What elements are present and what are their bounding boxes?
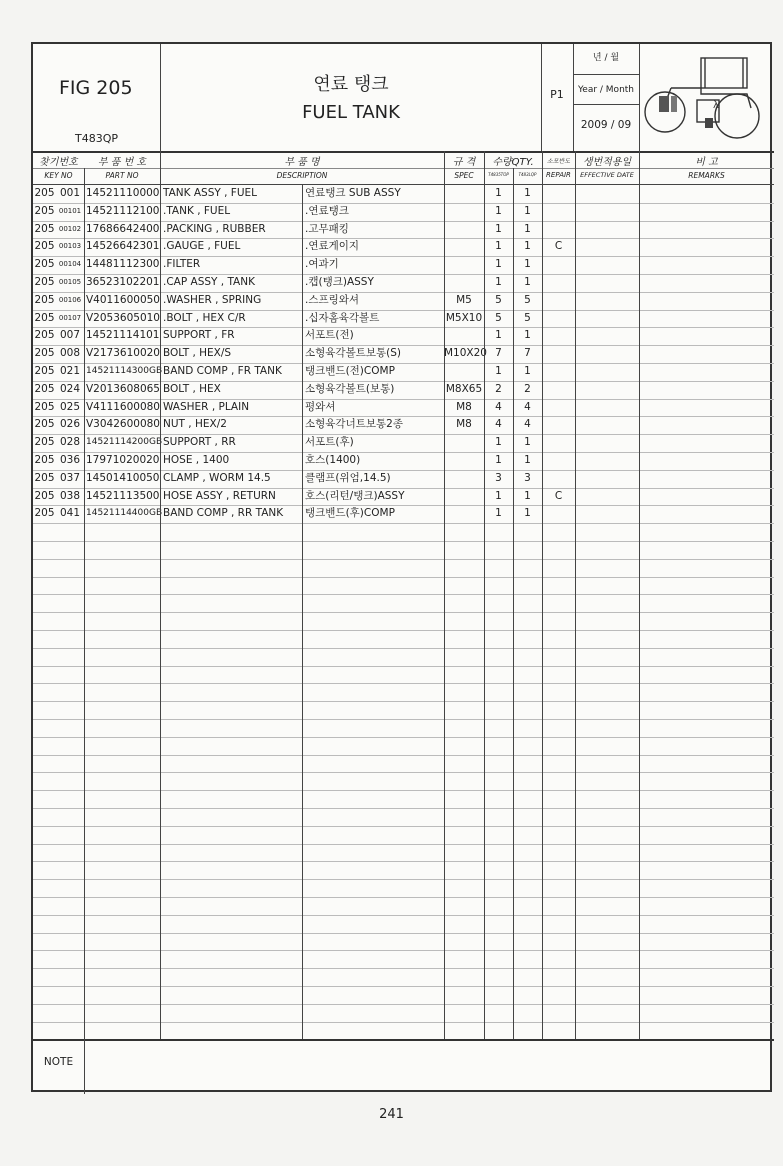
- table-row: [33, 185, 774, 203]
- table-row: [33, 505, 774, 523]
- row-divider: [33, 755, 774, 756]
- cell-desc-kr: .캡(탱크)ASSY: [305, 276, 374, 288]
- cell-key1: 205: [34, 400, 55, 413]
- row-divider: [33, 630, 774, 631]
- cell-q1: 1: [495, 240, 502, 253]
- cell-key2: 001: [59, 187, 81, 199]
- cell-part: 17971020020: [86, 454, 160, 466]
- row-divider: [33, 666, 774, 667]
- cell-desc-en: .WASHER , SPRING: [163, 293, 262, 306]
- vline-desc-split: [302, 185, 303, 1039]
- row-divider: [33, 808, 774, 809]
- table-row: [33, 399, 774, 417]
- cell-key1: 205: [34, 507, 55, 520]
- cell-desc-en: HOSE ASSY , RETURN: [163, 489, 276, 502]
- cell-key2: 008: [59, 347, 81, 360]
- row-divider: [33, 915, 774, 916]
- cell-key1: 205: [34, 471, 55, 484]
- col-part-kr: 부 품 번 호: [97, 157, 147, 168]
- table-row: [33, 238, 774, 256]
- row-divider: [33, 541, 774, 542]
- col-repair-en: REPAIR: [546, 171, 571, 179]
- cell-part: V3042600080: [86, 418, 160, 431]
- cell-desc-en: NUT , HEX/2: [163, 418, 227, 431]
- issue-date: 2009 / 09: [580, 119, 632, 131]
- cell-q2: 1: [524, 454, 531, 466]
- cell-desc-en: BAND COMP , FR TANK: [163, 365, 282, 377]
- cell-spec: M8: [456, 418, 472, 431]
- col-spec-kr: 규 격: [452, 157, 476, 168]
- cell-desc-en: WASHER , PLAIN: [163, 400, 250, 413]
- cell-desc-kr: .고무패킹: [305, 222, 349, 235]
- row-divider: [33, 701, 774, 702]
- col-rem-kr: 비 고: [695, 157, 718, 168]
- cell-desc-en: BOLT , HEX: [163, 382, 221, 395]
- cell-key1: 205: [34, 418, 55, 431]
- cell-desc-kr: 소형육각너트보통2종: [305, 418, 403, 431]
- row-divider: [33, 986, 774, 987]
- cell-q2: 5: [524, 293, 531, 306]
- row-divider: [33, 897, 774, 898]
- cell-key2: 036: [59, 454, 81, 466]
- cell-q1: 1: [495, 365, 502, 377]
- cell-q2: 5: [524, 311, 531, 324]
- row-divider: [33, 612, 774, 613]
- row-divider: [33, 826, 774, 827]
- col-qty-sub2: T483LQP: [518, 172, 537, 177]
- cell-q1: 5: [495, 311, 502, 324]
- cell-key1: 205: [34, 258, 55, 271]
- cell-key1: 205: [34, 489, 55, 502]
- row-divider: [33, 648, 774, 649]
- cell-part: 14501410050: [86, 471, 160, 484]
- cell-part: 14521112100: [86, 204, 160, 217]
- cell-q2: 1: [524, 365, 531, 377]
- col-qty-kr: 수량QTY.: [492, 157, 534, 168]
- cell-key1: 205: [34, 454, 55, 466]
- table-row: [33, 274, 774, 292]
- model-code: T483QP: [75, 132, 119, 145]
- cell-key1: 205: [34, 222, 55, 235]
- cell-desc-en: HOSE , 1400: [163, 454, 230, 466]
- cell-desc-en: .GAUGE , FUEL: [163, 240, 241, 253]
- cell-desc-kr: 탱크밴드(전)COMP: [305, 365, 395, 377]
- vline-rem: [639, 44, 640, 1039]
- cell-key1: 205: [34, 204, 55, 217]
- cell-part: 14521114300GB: [86, 366, 163, 376]
- cell-desc-en: .CAP ASSY , TANK: [163, 276, 255, 288]
- cell-key2: 00107: [58, 313, 82, 322]
- table-row: [33, 470, 774, 488]
- cell-q1: 5: [495, 293, 502, 306]
- cell-desc-kr: 호스(1400): [305, 454, 361, 466]
- cell-q1: 1: [495, 258, 502, 271]
- cell-part: 14521114400GB: [86, 508, 163, 519]
- cell-q1: 2: [495, 382, 502, 395]
- cell-part: 14481112300: [86, 258, 160, 271]
- cell-key1: 205: [34, 187, 55, 199]
- cell-part: V2013608065: [86, 382, 160, 395]
- cell-desc-kr: 평와셔: [305, 400, 336, 413]
- cell-q1: 1: [495, 222, 502, 235]
- cell-key1: 205: [34, 436, 55, 449]
- cell-key1: 205: [34, 293, 55, 306]
- row-divider: [33, 968, 774, 969]
- cell-part: 17686642400: [86, 222, 160, 235]
- row-divider: [33, 737, 774, 738]
- vline-note: [84, 1039, 85, 1094]
- cell-q2: 1: [524, 240, 531, 253]
- cell-spec: M10X20: [444, 347, 487, 360]
- cell-spec: M8X65: [445, 382, 483, 395]
- cell-key2: 00103: [58, 242, 82, 251]
- cell-key2: 007: [59, 329, 81, 342]
- cell-key2: 00101: [58, 206, 82, 215]
- cell-q2: 1: [524, 436, 531, 449]
- column-header-mid: [33, 168, 774, 169]
- cell-key2: 041: [59, 507, 81, 520]
- cell-q1: 4: [495, 418, 502, 431]
- vline-page: [541, 44, 542, 151]
- vline-eff: [575, 151, 576, 1039]
- cell-key2: 021: [59, 365, 81, 377]
- year-month-english: Year / Month: [577, 85, 635, 95]
- cell-q1: 1: [495, 276, 502, 288]
- ym-divider-1: [573, 74, 639, 75]
- table-row: [33, 327, 774, 345]
- cell-key2: 038: [59, 489, 81, 502]
- cell-desc-en: TANK ASSY , FUEL: [163, 187, 258, 199]
- cell-q1: 1: [495, 204, 502, 217]
- cell-q1: 1: [495, 187, 502, 199]
- row-divider: [33, 933, 774, 934]
- col-repair-kr: 소모반도: [546, 158, 571, 165]
- cell-key2: 026: [59, 418, 81, 431]
- cell-q1: 7: [495, 347, 502, 360]
- row-divider: [33, 1004, 774, 1005]
- cell-key2: 028: [59, 436, 81, 449]
- row-divider: [33, 861, 774, 862]
- cell-q2: 1: [524, 187, 531, 199]
- cell-spec: M8: [456, 400, 472, 413]
- cell-part: V4111600080: [86, 400, 160, 413]
- vline-qty: [484, 151, 485, 1039]
- cell-q2: 1: [524, 276, 531, 288]
- table-row: [33, 434, 774, 452]
- table-row: [33, 381, 774, 399]
- cell-desc-en: SUPPORT , RR: [163, 436, 236, 449]
- column-header-divider: [33, 184, 774, 185]
- cell-desc-kr: .연료게이지: [305, 240, 360, 253]
- cell-key2: 037: [59, 471, 81, 484]
- cell-q2: 4: [524, 418, 531, 431]
- year-month-korean: 년 / 월: [592, 53, 620, 63]
- col-key-kr: 찾기번호: [39, 157, 78, 168]
- title-korean: 연료 탱크: [313, 74, 389, 95]
- cell-q1: 3: [495, 471, 502, 484]
- cell-desc-kr: 서포트(전): [305, 329, 354, 342]
- table-row: [33, 203, 774, 221]
- cell-key1: 205: [34, 365, 55, 377]
- cell-key1: 205: [34, 329, 55, 342]
- cell-q2: 2: [524, 382, 531, 395]
- vline-spec: [444, 151, 445, 1039]
- cell-q1: 4: [495, 400, 502, 413]
- cell-key1: 205: [34, 382, 55, 395]
- cell-desc-kr: .스프링와셔: [305, 293, 360, 306]
- cell-q2: 1: [524, 329, 531, 342]
- cell-q2: 1: [524, 204, 531, 217]
- cell-q1: 1: [495, 489, 502, 502]
- col-eff-kr: 생번적용일: [582, 157, 632, 168]
- cell-q1: 1: [495, 436, 502, 449]
- row-divider: [33, 683, 774, 684]
- row-divider: [33, 790, 774, 791]
- cell-desc-en: SUPPORT , FR: [163, 329, 235, 342]
- row-divider: [33, 577, 774, 578]
- vline-fig: [160, 44, 161, 1039]
- cell-q1: 1: [495, 507, 502, 520]
- parts-table-body: [33, 185, 774, 1039]
- col-spec-en: SPEC: [454, 171, 474, 180]
- tractor-icon: [641, 52, 771, 142]
- cell-key2: 00106: [58, 295, 82, 304]
- cell-key2: 024: [59, 382, 81, 395]
- cell-part: 36523102201: [86, 276, 160, 288]
- cell-desc-en: .TANK , FUEL: [163, 204, 231, 217]
- col-desc-en: DESCRIPTION: [276, 171, 328, 180]
- cell-desc-en: .FILTER: [163, 258, 201, 271]
- col-desc-kr: 부 품 명: [284, 157, 320, 168]
- header-divider: [33, 151, 774, 153]
- cell-part: 14521110000: [86, 187, 160, 199]
- vline-key: [84, 168, 85, 1039]
- cell-part: V2053605010: [86, 311, 160, 324]
- cell-spec: M5: [456, 293, 472, 306]
- cell-q2: 3: [524, 471, 531, 484]
- cell-key2: 00102: [58, 224, 82, 233]
- cell-q1: 1: [495, 329, 502, 342]
- fig-number: FIG 205: [59, 77, 133, 99]
- cell-part: V2173610020: [86, 347, 160, 360]
- cell-key1: 205: [34, 240, 55, 253]
- vline-ym: [573, 44, 574, 151]
- cell-q2: 1: [524, 222, 531, 235]
- row-divider: [33, 523, 774, 524]
- row-divider: [33, 594, 774, 595]
- cell-desc-kr: 연료탱크 SUB ASSY: [305, 187, 401, 199]
- row-divider: [33, 772, 774, 773]
- cell-q2: 1: [524, 258, 531, 271]
- note-divider: [33, 1039, 774, 1041]
- table-row: [33, 310, 774, 328]
- col-part-en: PART NO: [105, 171, 139, 180]
- cell-key1: 205: [34, 347, 55, 360]
- cell-q2: 1: [524, 489, 531, 502]
- table-row: [33, 416, 774, 434]
- cell-q1: 1: [495, 454, 502, 466]
- cell-part: 14526642301: [86, 240, 160, 253]
- row-divider: [33, 1022, 774, 1023]
- cell-desc-kr: .연료탱크: [305, 204, 349, 217]
- row-divider: [33, 879, 774, 880]
- note-label: NOTE: [43, 1056, 74, 1068]
- row-divider: [33, 719, 774, 720]
- title-english: FUEL TANK: [302, 102, 400, 123]
- row-divider: [33, 559, 774, 560]
- cell-desc-kr: 소형육각볼트(보통): [305, 382, 395, 395]
- header-block: [33, 44, 774, 151]
- table-row: [33, 292, 774, 310]
- cell-part: 14521114200GB: [86, 437, 163, 448]
- cell-desc-kr: 클램프(위엄,14.5): [305, 471, 391, 484]
- cell-key2: 025: [59, 400, 81, 413]
- cell-q2: 7: [524, 347, 531, 360]
- cell-desc-kr: 소형육각볼트보통(S): [305, 347, 402, 360]
- cell-desc-en: .BOLT , HEX C/R: [163, 311, 246, 324]
- table-row: [33, 363, 774, 381]
- cell-repair: C: [554, 240, 563, 253]
- vline-qty-mid: [513, 168, 514, 1039]
- page-code: P1: [550, 88, 564, 101]
- vline-repair: [542, 151, 543, 1039]
- cell-part: V4011600050: [86, 293, 160, 306]
- table-row: [33, 221, 774, 239]
- cell-part: 14521113500: [86, 489, 160, 502]
- svg-text:λ: λ: [713, 100, 719, 111]
- cell-desc-kr: .여과기: [305, 258, 339, 271]
- cell-key2: 00104: [58, 260, 82, 269]
- col-eff-en: EFFECTIVE DATE: [580, 171, 634, 179]
- table-row: [33, 345, 774, 363]
- col-qty-sub1: T4835TOP: [488, 172, 509, 177]
- col-rem-en: REMARKS: [688, 171, 725, 180]
- cell-desc-en: .PACKING , RUBBER: [163, 222, 266, 235]
- cell-desc-kr: 서포트(후): [305, 436, 354, 449]
- cell-desc-kr: .십자홈육각볼트: [305, 311, 380, 324]
- col-key-en: KEY NO: [44, 171, 73, 180]
- ym-divider-2: [573, 104, 639, 105]
- row-divider: [33, 844, 774, 845]
- parts-sheet: [31, 42, 772, 1092]
- cell-repair: C: [554, 489, 563, 502]
- table-row: [33, 256, 774, 274]
- page-number: 241: [379, 1107, 404, 1122]
- cell-key2: 00105: [58, 278, 82, 286]
- cell-desc-kr: 호스(리턴/탱크)ASSY: [305, 489, 405, 502]
- cell-q2: 4: [524, 400, 531, 413]
- row-divider: [33, 950, 774, 951]
- cell-desc-en: BAND COMP , RR TANK: [163, 507, 284, 520]
- table-row: [33, 452, 774, 470]
- cell-key1: 205: [34, 276, 55, 288]
- cell-part: 14521114101: [86, 329, 160, 342]
- cell-desc-kr: 탱크밴드(후)COMP: [305, 507, 395, 520]
- cell-desc-en: CLAMP , WORM 14.5: [163, 471, 271, 484]
- cell-q2: 1: [524, 507, 531, 520]
- cell-key1: 205: [34, 311, 55, 324]
- cell-spec: M5X10: [445, 311, 483, 324]
- cell-desc-en: BOLT , HEX/S: [163, 347, 232, 360]
- table-row: [33, 488, 774, 506]
